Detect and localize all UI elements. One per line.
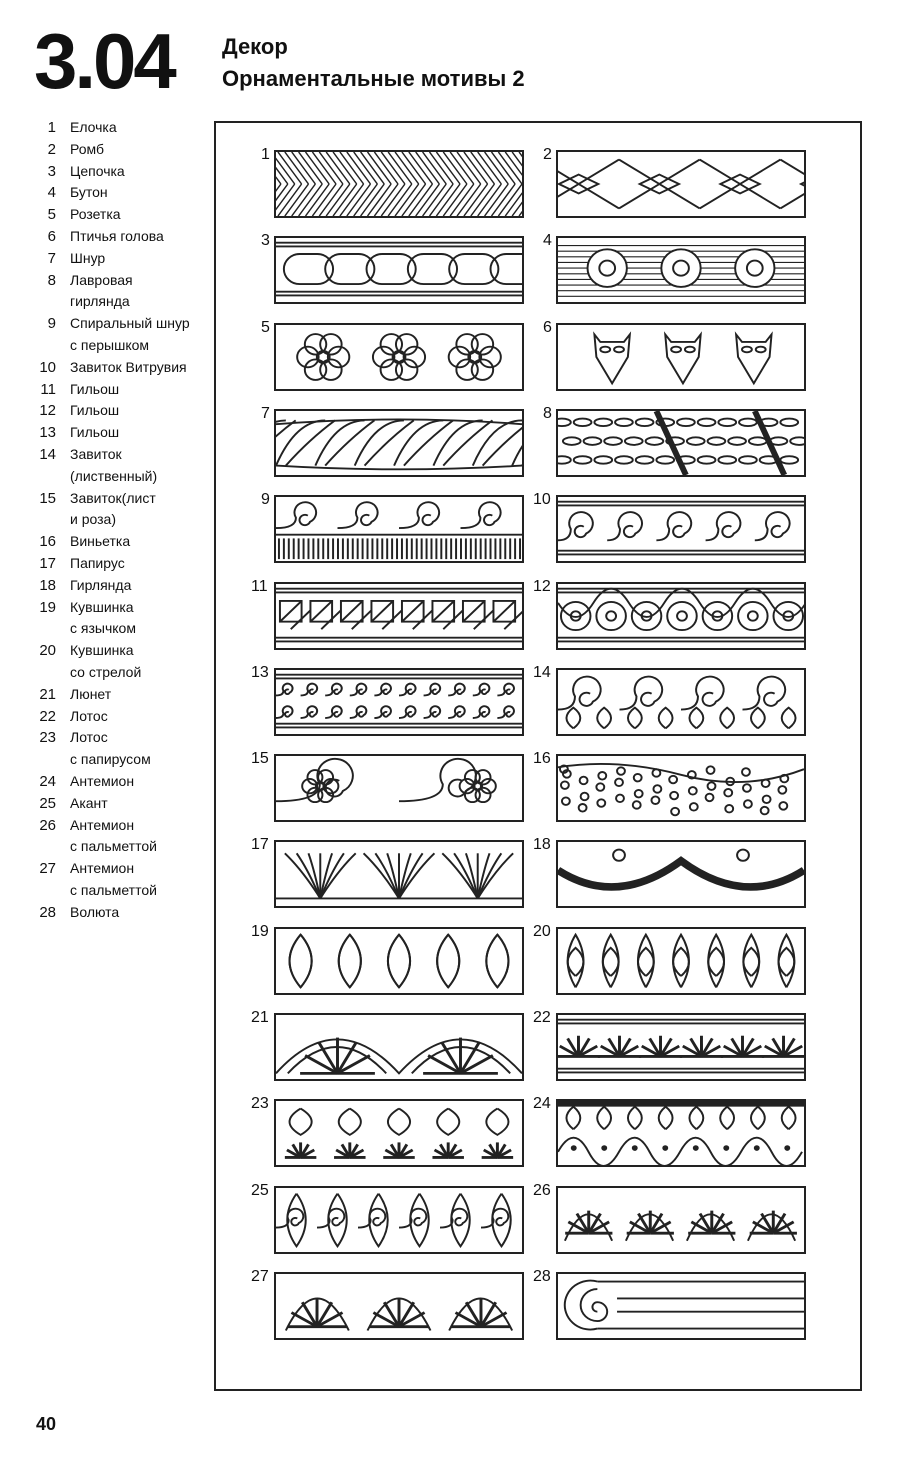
ornament-label: 17	[251, 836, 269, 853]
ornament-drawing	[276, 497, 522, 561]
ornament-drawing	[276, 842, 522, 906]
ornament-label: 20	[533, 923, 551, 940]
legend-text: Спиральный шнур	[70, 315, 190, 332]
legend-number: 15	[39, 489, 56, 507]
legend-number: 8	[47, 271, 56, 289]
legend-number: 9	[47, 315, 56, 333]
ornament-drawing	[276, 1274, 522, 1338]
ornament-drawing	[276, 670, 522, 734]
legend-item	[30, 902, 220, 924]
ornament-drawing	[276, 152, 522, 216]
legend-number: 13	[39, 424, 56, 442]
ornament-panel	[556, 754, 806, 822]
legend-text: и роза)	[70, 511, 116, 528]
ornament-drawing	[276, 238, 522, 302]
ornament-label: 1	[261, 146, 270, 163]
ornament-drawing	[558, 325, 804, 389]
ornament-drawing	[558, 584, 804, 648]
ornament-drawing	[558, 756, 804, 820]
legend-number: 4	[47, 184, 56, 202]
ornament-drawing	[276, 1101, 522, 1165]
ornament-label: 19	[251, 923, 269, 940]
ornament-panel	[274, 1272, 524, 1340]
ornament-label: 3	[261, 232, 270, 249]
legend-item	[30, 706, 220, 728]
ornament-panel	[274, 1186, 524, 1254]
legend-text: Акант	[70, 794, 108, 811]
ornament-panel	[556, 236, 806, 304]
legend-number	[30, 880, 70, 902]
legend-text: Кувшинка	[70, 642, 134, 659]
legend-text: Елочка	[70, 119, 117, 135]
legend-number: 16	[39, 533, 56, 551]
legend-text: с перышком	[70, 336, 150, 353]
legend-text: Антемион	[70, 816, 135, 833]
ornament-drawing	[558, 1015, 804, 1079]
legend-text: Кувшинка	[70, 598, 134, 615]
legend-number	[30, 618, 70, 640]
legend-text: Шнур	[70, 249, 106, 266]
ornament-panel	[556, 409, 806, 477]
legend-text: гирлянда	[70, 293, 130, 310]
legend-number: 21	[39, 685, 56, 703]
ornament-drawing	[558, 238, 804, 302]
ornament-panel	[274, 495, 524, 563]
ornament-drawing	[558, 1188, 804, 1252]
ornament-figure-frame	[214, 121, 862, 1391]
legend-text: Гильош	[70, 402, 120, 419]
ornament-label: 14	[533, 664, 551, 681]
ornament-label: 7	[261, 405, 270, 422]
page-title: Декор	[222, 34, 288, 59]
ornament-drawing	[276, 1188, 522, 1252]
legend-number: 12	[39, 402, 56, 420]
legend-item	[30, 749, 220, 771]
legend-text: Лотос	[70, 729, 108, 746]
ornament-drawing	[276, 756, 522, 820]
ornament-label: 25	[251, 1182, 269, 1199]
legend-text: Лотос	[70, 707, 108, 724]
legend-text: Волюта	[70, 903, 120, 920]
legend-item	[30, 313, 220, 335]
ornament-panel	[556, 1013, 806, 1081]
legend-item	[30, 466, 220, 488]
legend-text: Люнет	[70, 685, 112, 702]
ornament-panel	[556, 323, 806, 391]
legend-item	[30, 357, 220, 379]
legend-item	[30, 161, 220, 183]
legend-item	[30, 531, 220, 553]
ornament-label: 5	[261, 319, 270, 336]
legend-text: Розетка	[70, 206, 121, 223]
legend-number: 14	[39, 445, 56, 463]
legend-text: Завиток(лист	[70, 489, 156, 506]
legend-item	[30, 444, 220, 466]
legend-item	[30, 858, 220, 880]
ornament-label: 23	[251, 1095, 269, 1112]
legend-item	[30, 815, 220, 837]
legend-item	[30, 640, 220, 662]
legend-number: 27	[39, 860, 56, 878]
ornament-panel	[556, 927, 806, 995]
ornament-panel	[556, 1099, 806, 1167]
legend-number: 17	[39, 554, 56, 572]
ornament-drawing	[558, 1274, 804, 1338]
legend-number	[30, 836, 70, 858]
ornament-label: 18	[533, 836, 551, 853]
legend-text: Бутон	[70, 184, 108, 201]
section-number: 3.04	[34, 17, 174, 105]
legend-text: Птичья голова	[70, 227, 164, 244]
legend-item	[30, 553, 220, 575]
legend-text: Гильош	[70, 380, 120, 397]
ornament-panel	[556, 1186, 806, 1254]
legend-number	[30, 466, 70, 488]
legend-number	[30, 291, 70, 313]
legend-item	[30, 509, 220, 531]
legend-item	[30, 488, 220, 510]
ornament-label: 12	[533, 578, 551, 595]
legend-item	[30, 248, 220, 270]
ornament-label: 28	[533, 1268, 551, 1285]
ornament-label: 15	[251, 750, 269, 767]
ornament-drawing	[558, 670, 804, 734]
ornament-drawing	[276, 929, 522, 993]
legend-number: 28	[39, 903, 56, 921]
ornament-panel	[556, 150, 806, 218]
legend-item	[30, 270, 220, 292]
legend-text: Ромб	[70, 140, 104, 157]
ornament-drawing	[558, 411, 804, 475]
ornament-panel	[274, 668, 524, 736]
ornament-panel	[274, 1099, 524, 1167]
legend-number: 5	[47, 206, 56, 224]
legend-text: Гирлянда	[70, 576, 132, 593]
ornament-drawing	[558, 497, 804, 561]
ornament-label: 22	[533, 1009, 551, 1026]
ornament-panel	[274, 582, 524, 650]
legend-number: 23	[39, 729, 56, 747]
legend-item	[30, 226, 220, 248]
ornament-panel	[556, 1272, 806, 1340]
ornament-label: 27	[251, 1268, 269, 1285]
legend-text: Гильош	[70, 424, 120, 441]
ornament-label: 10	[533, 491, 551, 508]
legend-number: 26	[39, 816, 56, 834]
legend-item	[30, 575, 220, 597]
legend-item	[30, 379, 220, 401]
legend-item	[30, 793, 220, 815]
legend-number	[30, 662, 70, 684]
legend-item	[30, 400, 220, 422]
ornament-label: 8	[543, 405, 552, 422]
legend-item	[30, 117, 220, 139]
legend-number: 24	[39, 772, 56, 790]
ornament-label: 9	[261, 491, 270, 508]
legend-item	[30, 139, 220, 161]
legend-number: 19	[39, 598, 56, 616]
legend-number: 10	[39, 358, 56, 376]
legend-item	[30, 597, 220, 619]
legend-number: 1	[47, 119, 56, 136]
legend-text: Завиток	[70, 445, 122, 462]
legend-number: 2	[47, 140, 56, 158]
legend-text: (лиственный)	[70, 467, 158, 484]
legend-text: со стрелой	[70, 663, 142, 680]
ornament-panel	[556, 495, 806, 563]
ornament-label: 26	[533, 1182, 551, 1199]
ornament-label: 6	[543, 319, 552, 336]
legend-text: с пальметтой	[70, 881, 157, 898]
legend-text: Виньетка	[70, 533, 131, 550]
legend-item	[30, 422, 220, 444]
ornament-drawing	[558, 152, 804, 216]
legend-number: 22	[39, 707, 56, 725]
ornament-drawing	[558, 929, 804, 993]
legend-item	[30, 662, 220, 684]
ornament-label: 13	[251, 664, 269, 681]
ornament-panel	[556, 668, 806, 736]
legend-text: с пальметтой	[70, 838, 157, 855]
ornament-label: 16	[533, 750, 551, 767]
ornament-drawing	[558, 842, 804, 906]
ornament-panel	[274, 323, 524, 391]
legend-item	[30, 618, 220, 640]
legend-item	[30, 204, 220, 226]
ornament-drawing	[276, 1015, 522, 1079]
ornament-panel	[274, 840, 524, 908]
legend-text: Завиток Витрувия	[70, 358, 187, 375]
page-subtitle: Орнаментальные мотивы 2	[222, 66, 525, 91]
legend-item	[30, 771, 220, 793]
legend-item	[30, 291, 220, 313]
legend-number: 7	[47, 249, 56, 267]
ornament-label: 4	[543, 232, 552, 249]
ornament-drawing	[276, 325, 522, 389]
ornament-panel	[274, 236, 524, 304]
ornament-label: 2	[543, 146, 552, 163]
legend-text: с язычком	[70, 620, 136, 637]
legend-number	[30, 335, 70, 357]
legend-text: Цепочка	[70, 162, 125, 179]
page-number: 40	[36, 1414, 57, 1434]
legend-text: Антемион	[70, 860, 135, 877]
legend-item	[30, 880, 220, 902]
legend-number: 3	[47, 162, 56, 180]
ornament-panel	[274, 150, 524, 218]
legend-item	[30, 684, 220, 706]
ornament-label: 11	[251, 578, 268, 595]
ornament-drawing	[558, 1101, 804, 1165]
ornament-drawing	[276, 584, 522, 648]
legend-number	[30, 749, 70, 771]
legend-item	[30, 836, 220, 858]
legend-item	[30, 182, 220, 204]
ornament-panel	[556, 840, 806, 908]
ornament-drawing	[276, 411, 522, 475]
legend-text: Антемион	[70, 772, 135, 789]
legend-number: 25	[39, 794, 56, 812]
ornament-panel	[556, 582, 806, 650]
legend-number: 6	[47, 227, 56, 245]
legend-item	[30, 335, 220, 357]
legend-number: 18	[39, 576, 56, 594]
ornament-panel	[274, 927, 524, 995]
ornament-label: 24	[533, 1095, 551, 1112]
ornament-panel	[274, 1013, 524, 1081]
legend-list	[30, 117, 220, 923]
legend-number: 11	[40, 380, 56, 398]
legend-text: с папирусом	[70, 751, 151, 768]
legend-text: Лавровая	[70, 271, 133, 288]
legend-number	[30, 509, 70, 531]
ornament-panel	[274, 754, 524, 822]
ornament-panel	[274, 409, 524, 477]
legend-number: 20	[39, 642, 56, 660]
legend-item	[30, 727, 220, 749]
legend-text: Папирус	[70, 554, 125, 571]
ornament-label: 21	[251, 1009, 269, 1026]
